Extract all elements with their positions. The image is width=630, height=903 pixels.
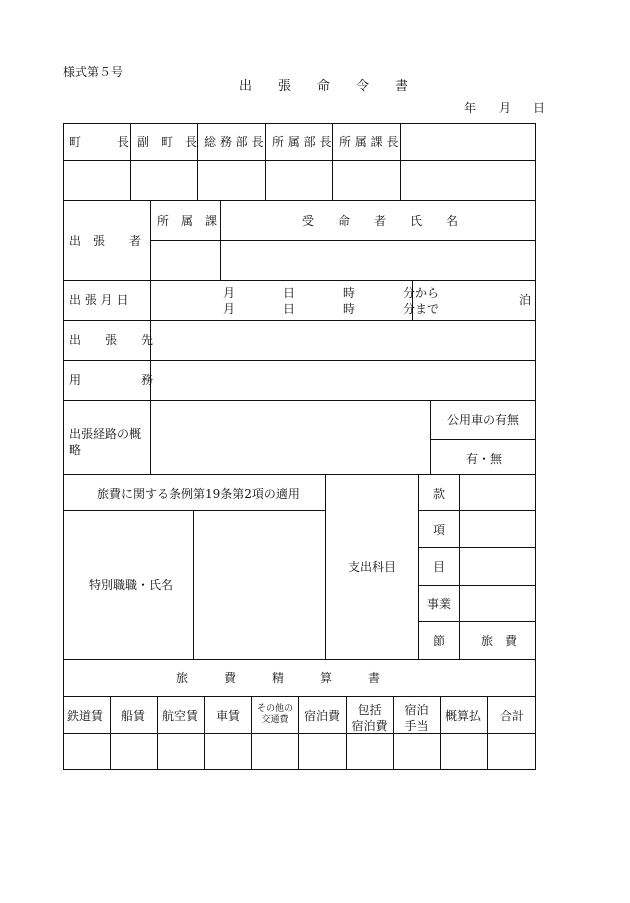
divider [63,400,536,401]
purpose-label: 用 務 [69,373,154,387]
divider [63,160,536,161]
approval-deputy-mayor: 副 町 長 [137,135,198,149]
divider [63,474,536,475]
vehicle-options: 有・無 [466,452,503,466]
divider [459,474,460,659]
travel-cost-label: 旅 費 [481,634,518,648]
border-top [63,123,536,124]
col-ship: 船賃 [121,709,146,723]
divider [150,240,536,241]
col-railway: 鉄道賃 [67,709,104,723]
name-label: 受 命 者 氏 名 [302,214,459,228]
divider [440,696,441,770]
divider [130,123,131,200]
divider [63,320,536,321]
border-left [63,123,64,770]
border-bottom [63,769,536,770]
divider [418,621,536,622]
dept-label: 所 属 課 [157,214,218,228]
page-title: 出 張 命 令 書 [239,79,409,94]
col-air: 航空賃 [162,709,199,723]
destination-label: 出 張 先 [69,333,154,347]
border-right [535,123,536,770]
ordinance-label: 旅費に関する条例第19条第2項の適用 [97,487,300,501]
divider [204,696,205,770]
route-label: 出張経路の概略 [69,427,142,457]
divider [418,585,536,586]
traveler-label: 出 張 者 [69,234,142,248]
divider [418,474,419,659]
divider [265,123,266,200]
divider [325,474,326,659]
col-car: 車賃 [216,709,241,723]
dates-label: 出 張 月 日 [69,293,129,307]
approval-general-affairs: 総 務 部 長 [204,135,264,149]
date-year-label: 年 [464,101,477,115]
vehicle-label: 公用車の有無 [447,413,520,427]
col-total: 合計 [500,709,525,723]
divider [157,696,158,770]
travel-order-form [63,123,536,770]
budget-label: 支出科目 [348,560,397,574]
divider [63,733,536,734]
divider [63,280,536,281]
date-month-label: 月 [499,101,512,115]
budget-item-moku: 目 [433,560,446,574]
divider [487,696,488,770]
col-lodging-allowance: 宿泊 手当 [404,703,429,734]
budget-item-kan: 款 [433,487,446,501]
budget-item-setsu: 節 [433,634,446,648]
approval-mayor: 町 長 [69,135,130,149]
divider [63,659,536,660]
divider [298,696,299,770]
divider [251,696,252,770]
dates-to: 月 日 時 分まで [223,302,440,316]
special-official-label: 特別職職・氏名 [89,578,174,592]
col-lodging: 宿泊費 [304,709,341,723]
col-package-lodging: 包括 宿泊費 [351,703,388,734]
form-number: 様式第５号 [63,65,124,79]
divider [63,200,536,201]
nights-label: 泊 [519,293,532,307]
approval-section-head: 所 属 課 長 [339,135,399,149]
approval-dept-head: 所 属 部 長 [272,135,332,149]
divider [430,400,431,474]
divider [63,510,325,511]
divider [197,123,198,200]
dates-from: 月 日 時 分から [223,286,440,300]
divider [400,123,401,200]
divider [110,696,111,770]
divider [63,360,536,361]
budget-item-kou: 項 [433,523,446,537]
divider [430,439,536,440]
settlement-title: 旅 費 精 算 書 [176,671,381,685]
col-other-transport: その他の 交通費 [256,704,293,725]
divider [63,696,536,697]
budget-item-project: 事業 [427,597,452,611]
divider [418,510,536,511]
col-advance: 概算払 [445,709,482,723]
divider [418,547,536,548]
date-day-label: 日 [533,101,546,115]
divider [332,123,333,200]
divider [193,510,194,659]
